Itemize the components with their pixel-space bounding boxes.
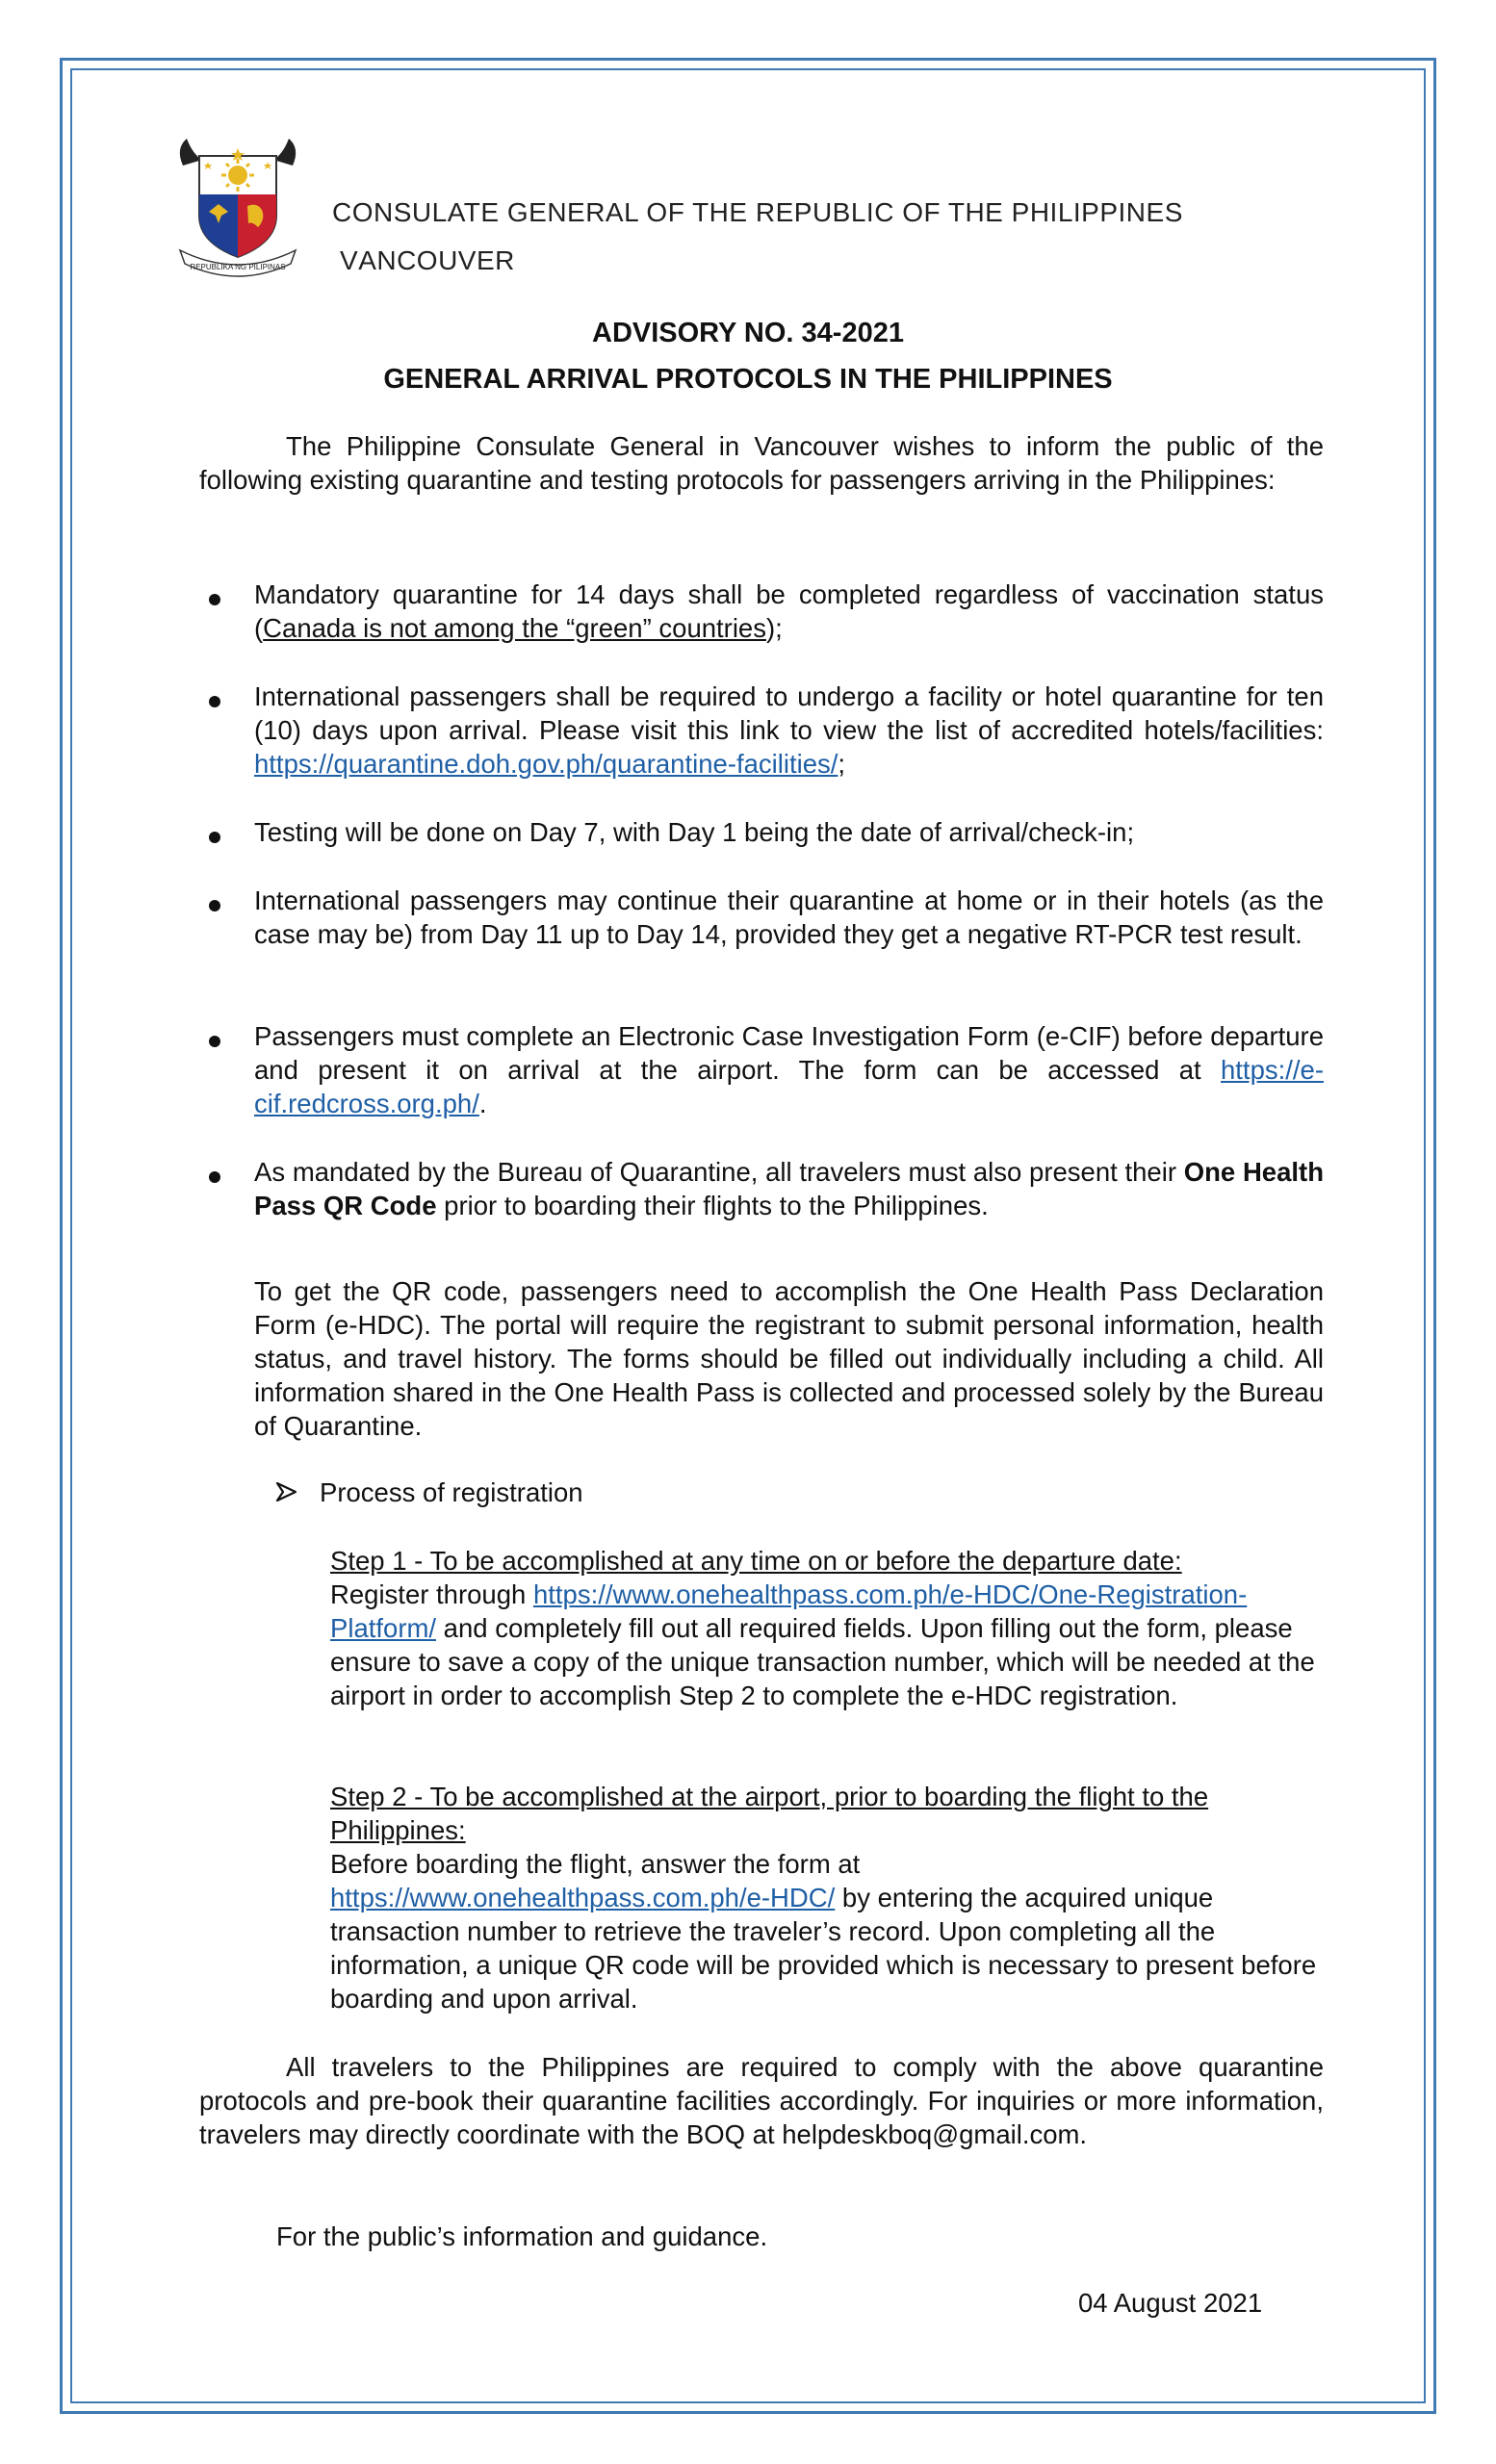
bullet-one-health-pass: As mandated by the Bureau of Quarantine, all travelers must also present their One Health Pass QR Code prior to boarding their flights to the Philippines. [254, 1157, 1324, 1220]
seal-scroll-text: REPUBLIKA NG PILIPINAS [190, 263, 286, 271]
process-label: Process of registration [320, 1477, 583, 1507]
step-1-block [330, 1544, 1324, 1712]
e-cif-link[interactable]: https://e-cif.redcross.org.ph/ [254, 1055, 1324, 1118]
e-hdc-link[interactable]: https://www.onehealthpass.com.ph/e-HDC/ [330, 1883, 836, 1912]
one-registration-platform-link[interactable]: https://www.onehealthpass.com.ph/e-HDC/One-Registration-Platform/ [330, 1579, 1248, 1643]
bullet-testing-day-7: Testing will be done on Day 7, with Day 1 being the date of arrival/check-in; [254, 817, 1135, 847]
bullet-home-quarantine: International passengers may continue their quarantine at home or in their hotels (as the case may be) from Day 11 up to Day 14, provided they get a negative RT-PCR test result. [254, 886, 1324, 949]
consulate-name-line: CONSULATE GENERAL OF THE REPUBLIC OF THE PHILIPPINES [332, 197, 1183, 227]
guidance-line: For the public’s information and guidance. [276, 2221, 768, 2251]
bullet-facility-quarantine: International passengers shall be required to undergo a facility or hotel quarantine for ten (10) days upon arrival. Please visit this link to view the list of accredited hotels/facilities: https://quarantine.doh.gov.ph/quarantine-facilities/; [254, 681, 1324, 779]
arrow-bullet-icon [274, 1479, 299, 1504]
bullet-quarantine-14-days: Mandatory quarantine for 14 days shall be completed regardless of vaccination status (Canada is not among the “green” countries); [254, 579, 1324, 643]
consulate-city-line: VANCOUVER [340, 245, 515, 275]
bullet-dot [209, 594, 220, 605]
advisory-heading: GENERAL ARRIVAL PROTOCOLS IN THE PHILIPPINES [383, 364, 1113, 395]
advisory-date: 04 August 2021 [1078, 2288, 1263, 2318]
step-2-text: Before boarding the flight, answer the form at https://www.onehealthpass.com.ph/e-HDC/ by entering the acquired unique transaction number to retrieve the traveler’s record. Upon completing all the information, a unique QR code will be provided which is necessary to present before boarding and upon arrival. [330, 1849, 1317, 2014]
quarantine-facilities-link[interactable]: https://quarantine.doh.gov.ph/quarantine-facilities/ [254, 749, 838, 779]
step-2-heading: Step 2 - To be accomplished at the airport, prior to boarding the flight to the Philippines: [330, 1782, 1209, 1845]
step-2-block [330, 1780, 1324, 2015]
bullet-dot [209, 832, 220, 843]
step-1-heading: Step 1 - To be accomplished at any time on or before the departure date: [330, 1546, 1182, 1576]
intro-paragraph: The Philippine Consulate General in Vancouver wishes to inform the public of the following existing quarantine and testing protocols for passengers arriving in the Philippines: [199, 431, 1324, 495]
philippine-coat-of-arms-seal [166, 127, 310, 281]
consulate-header [332, 189, 1295, 285]
advisory-number: ADVISORY NO. 34-2021 [592, 318, 904, 348]
qr-code-paragraph: To get the QR code, passengers need to accomplish the One Health Pass Declaration Form (e-HDC). The portal will require the registrant to submit personal information, health status, and travel history. The forms should be filled out individually including a child. All information shared in the One Health Pass is collected and processed solely by the Bureau of Quarantine. [254, 1276, 1324, 1441]
bullet-e-cif-form: Passengers must complete an Electronic Case Investigation Form (e-CIF) before departure and present it on arrival at the airport. The form can be accessed at https://e-cif.redcross.org.ph/. [254, 1021, 1324, 1118]
step-1-text: Register through https://www.onehealthpass.com.ph/e-HDC/One-Registration-Platform/ and completely fill out all required fields. Upon filling out the form, please ensure to save a copy of the unique transaction number, which will be needed at the airport in order to accomplish Step 2 to complete the e-HDC registration. [330, 1579, 1315, 1710]
closing-paragraph: All travelers to the Philippines are required to comply with the above quarantine protocols and pre-book their quarantine facilities accordingly. For inquiries or more information, travelers may directly coordinate with the BOQ at helpdeskboq@gmail.com. [199, 2052, 1324, 2149]
bullet-dot [209, 696, 220, 707]
bullet-dot [209, 900, 220, 911]
bullet-dot [209, 1036, 220, 1047]
bullet-dot [209, 1171, 220, 1183]
